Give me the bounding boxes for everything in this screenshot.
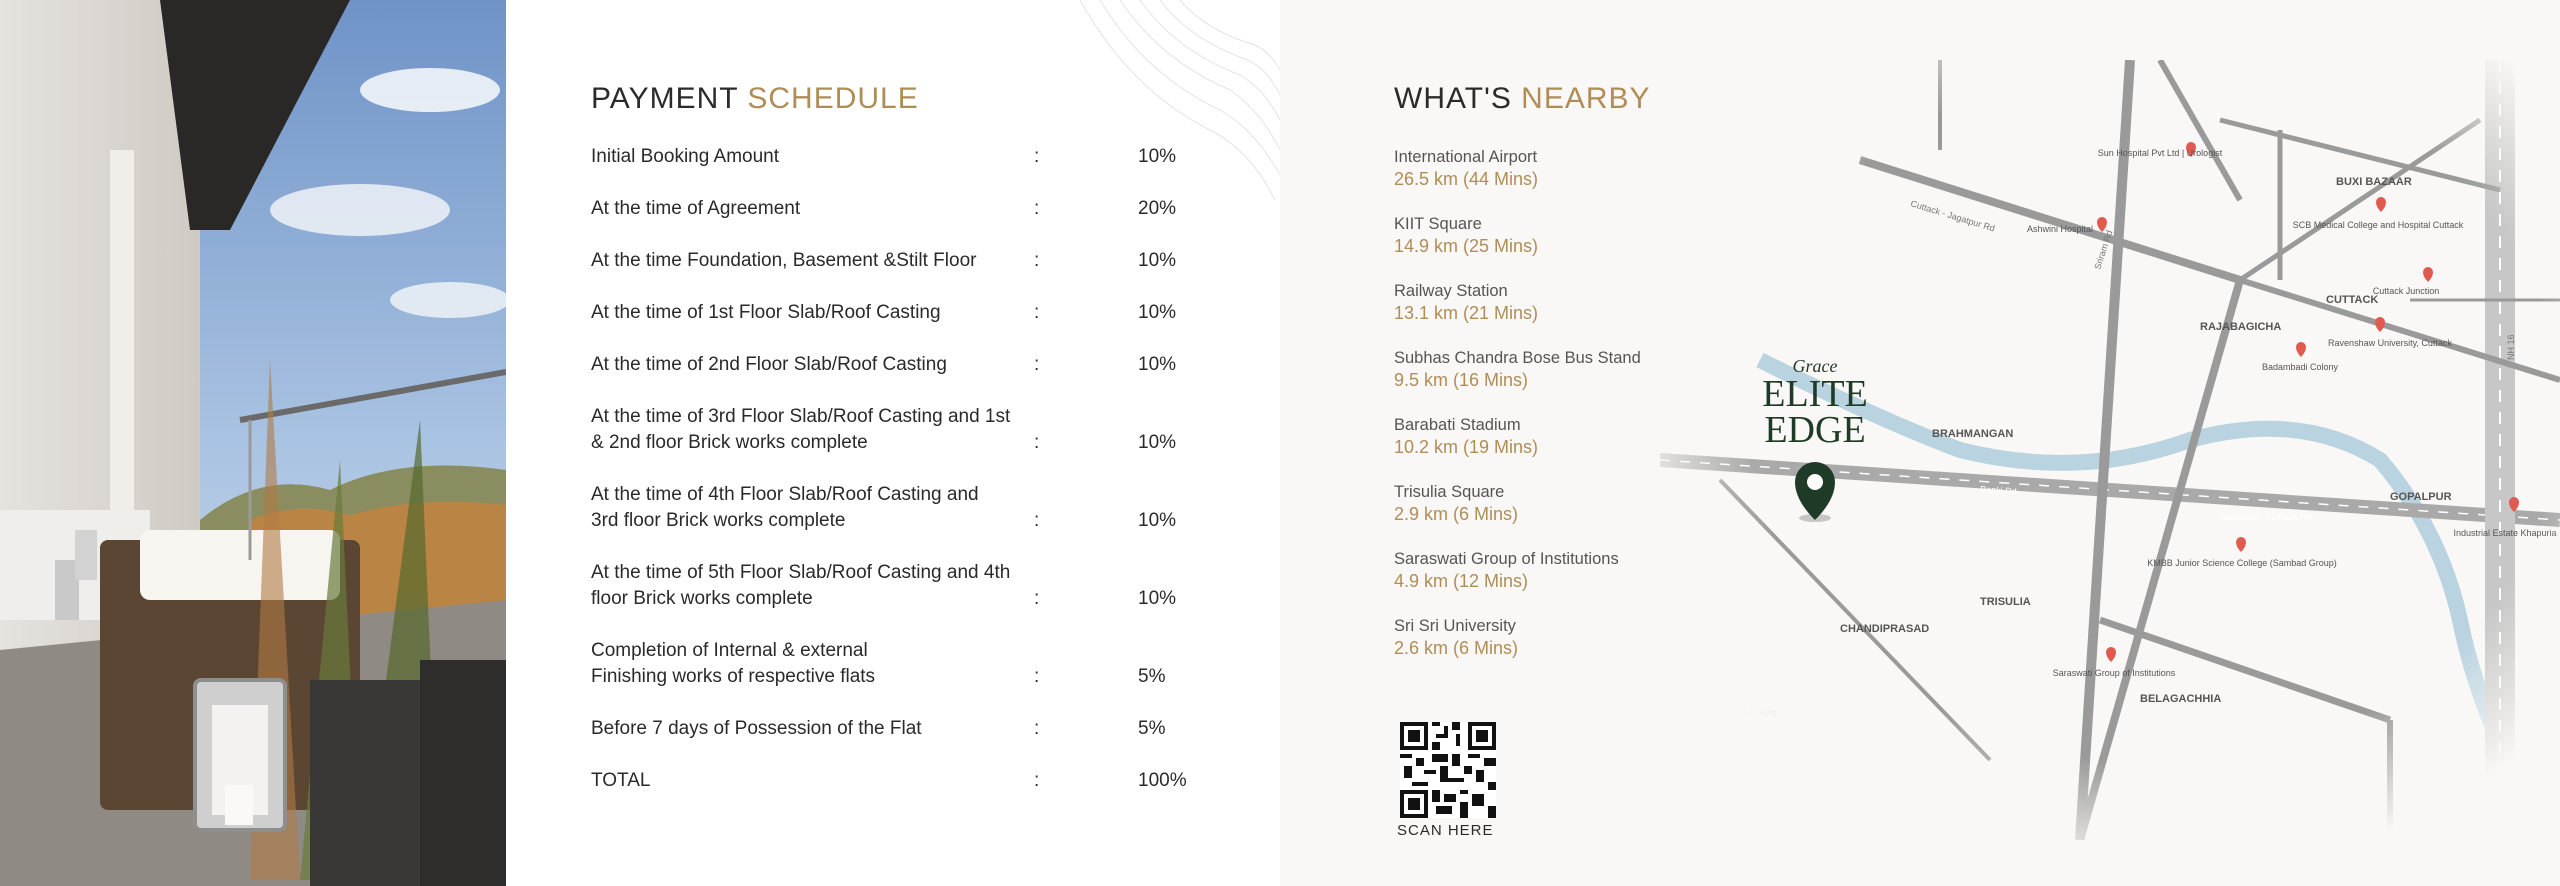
payment-schedule-section [506,0,1280,886]
nearby-item [1394,481,1518,525]
contour-decoration [1000,0,1280,200]
logo-line1: ELITE [1762,373,1868,415]
nearby-distance: 9.5 km (16 Mins) [1394,370,1529,390]
row-colon: : [1034,770,1040,791]
row-colon: : [1034,198,1040,219]
row-colon: : [1034,588,1040,609]
row-value: 5% [1138,666,1166,687]
row-value: 10% [1138,250,1177,271]
row-colon: : [1034,510,1040,531]
nearby-name: Barabati Stadium [1394,416,1521,434]
row-colon: : [1034,146,1040,167]
row-colon: : [1034,666,1040,687]
row-colon: : [1034,302,1040,323]
balcony-photo [0,0,506,886]
row-colon: : [1034,718,1040,739]
row-value: 10% [1138,432,1177,453]
total-label: TOTAL [591,770,651,791]
nearby-item [1394,213,1538,257]
qr-code[interactable] [1400,722,1496,818]
nearby-item [1394,280,1538,324]
nearby-item [1394,146,1538,190]
row-label: Initial Booking Amount [591,146,780,167]
row-colon: : [1034,354,1040,375]
logo-script: Grace [1792,356,1838,376]
row-label: At the time of 1st Floor Slab/Roof Casting [591,302,941,323]
row-label: Before 7 days of Possession of the Flat [591,718,922,739]
row-colon: : [1034,432,1040,453]
nearby-distance: 10.2 km (19 Mins) [1394,437,1539,457]
nearby-distance: 2.9 km (6 Mins) [1394,504,1519,524]
total-value: 100% [1138,770,1187,791]
nearby-item [1394,414,1538,458]
row-value: 20% [1138,198,1177,219]
nearby-name: Sri Sri University [1394,617,1516,635]
nearby-item [1394,347,1641,391]
nearby-distance: 26.5 km (44 Mins) [1394,169,1539,189]
row-label: At the time of 4th Floor Slab/Roof Casting and 3rd floor Brick works complete [591,484,979,531]
nearby-name: KIIT Square [1394,215,1482,233]
title-accent: SCHEDULE [747,82,919,115]
row-value: 10% [1138,354,1177,375]
nearby-name: International Airport [1394,148,1538,166]
nearby-distance: 4.9 km (12 Mins) [1394,571,1529,591]
location-map [1660,60,2560,840]
logo-line2: EDGE [1764,409,1866,451]
nearby-name: Railway Station [1394,282,1508,300]
row-label: At the time of 5th Floor Slab/Roof Casting and 4th floor Brick works complete [591,562,1011,609]
nearby-item [1394,615,1518,659]
title-main: WHAT'S [1394,82,1512,115]
nearby-name: Saraswati Group of Institutions [1394,550,1619,568]
row-label: At the time Foundation, Basement &Stilt Floor [591,250,977,271]
title-main: PAYMENT [591,82,739,115]
nearby-item [1394,548,1619,592]
row-value: 10% [1138,510,1177,531]
nearby-section [1280,0,2560,886]
nearby-title [1394,82,1651,116]
row-value: 5% [1138,718,1166,739]
row-colon: : [1034,250,1040,271]
row-label: Completion of Internal & external Finishing works of respective flats [591,640,876,687]
row-label: At the time of 3rd Floor Slab/Roof Casting and 1st & 2nd floor Brick works complete [591,406,1011,453]
nearby-name: Subhas Chandra Bose Bus Stand [1394,349,1641,367]
nearby-distance: 2.6 km (6 Mins) [1394,638,1519,658]
row-value: 10% [1138,588,1177,609]
row-value: 10% [1138,302,1177,323]
nearby-distance: 13.1 km (21 Mins) [1394,303,1539,323]
row-label: At the time of Agreement [591,198,801,219]
scan-here-label: SCAN HERE [1397,822,1494,839]
row-value: 10% [1138,146,1177,167]
nearby-name: Trisulia Square [1394,483,1505,501]
nearby-distance: 14.9 km (25 Mins) [1394,236,1539,256]
payment-title [591,82,919,116]
row-label: At the time of 2nd Floor Slab/Roof Casting [591,354,947,375]
title-accent: NEARBY [1521,82,1651,115]
